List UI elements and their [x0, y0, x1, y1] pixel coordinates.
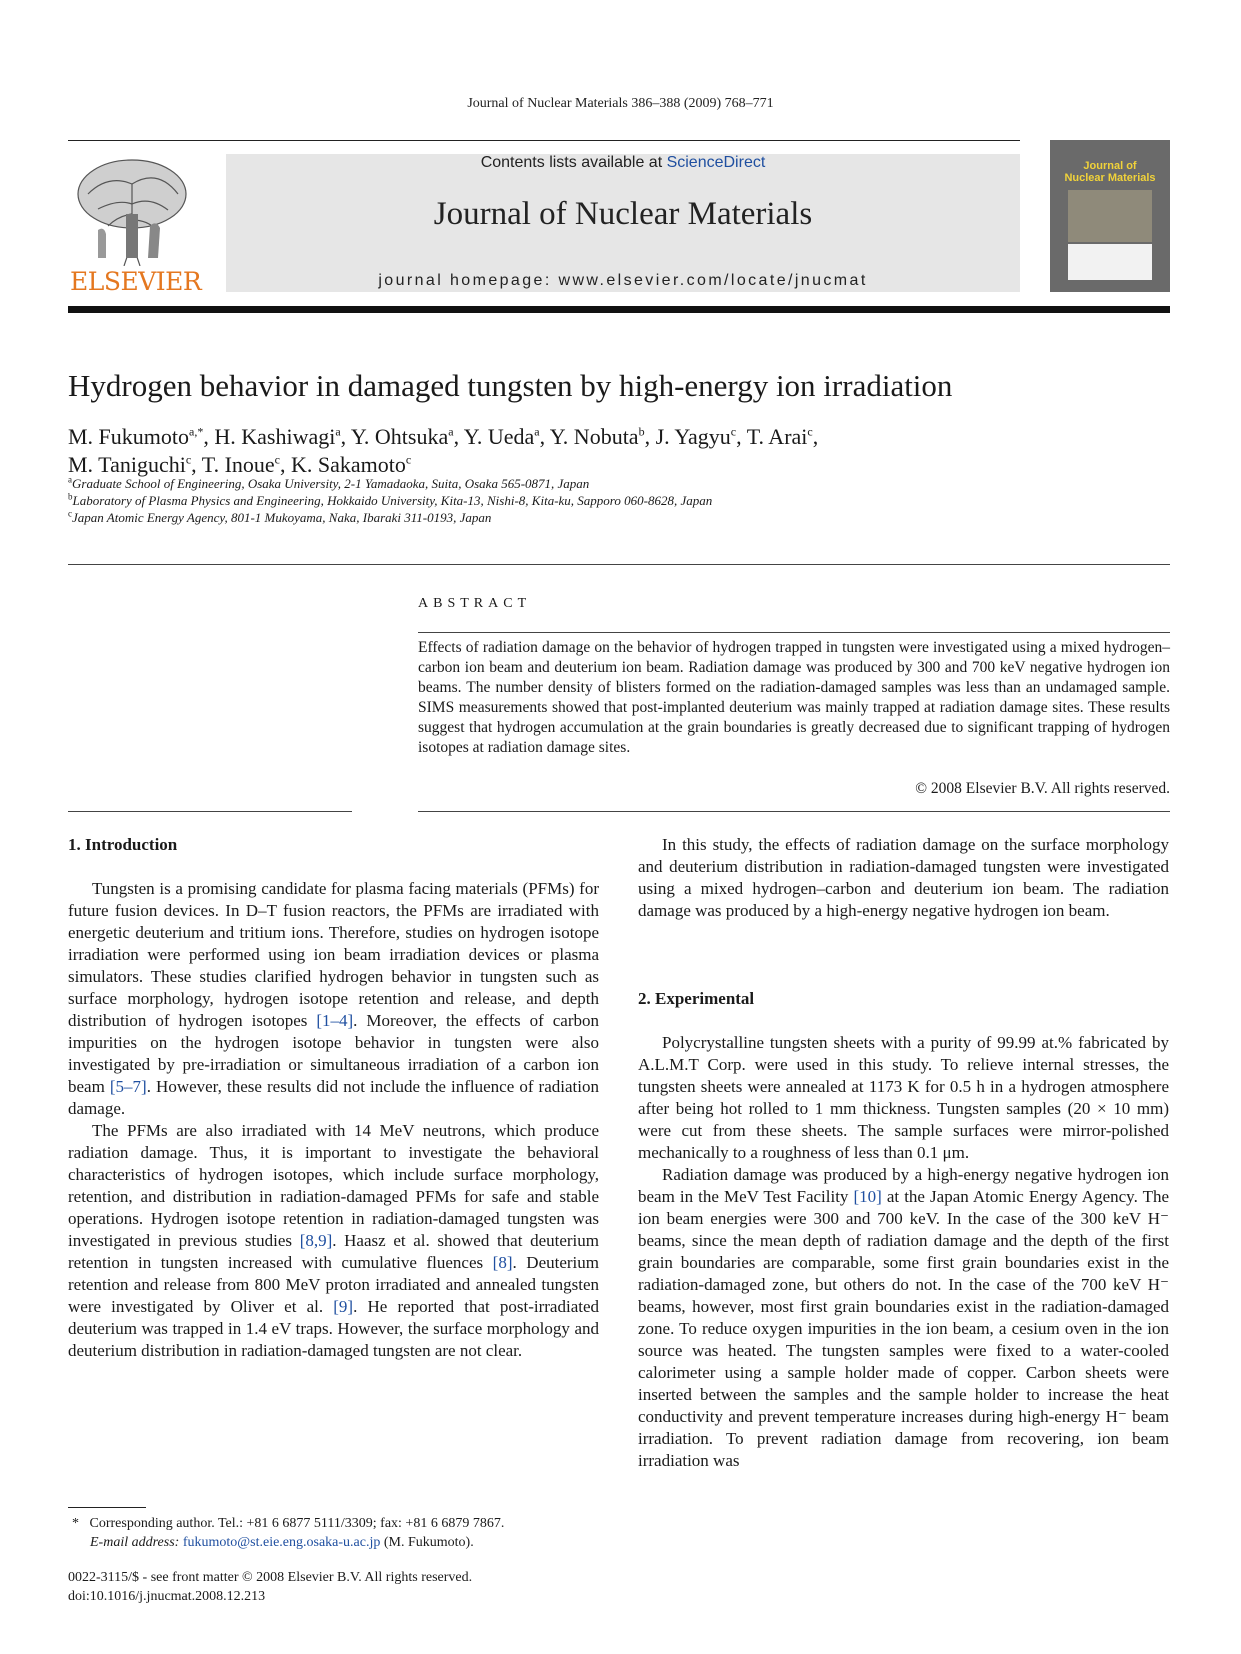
- reference-link[interactable]: [10]: [853, 1187, 882, 1206]
- reference-link[interactable]: [9]: [333, 1297, 354, 1316]
- cover-lower-panel: [1068, 244, 1152, 280]
- author-affiliation-mark: c: [730, 424, 737, 439]
- elsevier-wordmark: ELSEVIER: [70, 267, 202, 296]
- author-list: [68, 423, 1170, 479]
- abstract-heading: ABSTRACT: [418, 596, 532, 611]
- footnote-mark: *: [72, 1516, 79, 1531]
- journal-banner: [226, 154, 1020, 292]
- author-name[interactable]: T. Arai: [746, 424, 808, 449]
- article-title: Hydrogen behavior in damaged tungsten by high-energy ion irradiation: [68, 368, 953, 403]
- issn-line: 0022-3115/$ - see front matter © 2008 Elsevier B.V. All rights reserved.: [68, 1570, 473, 1585]
- author-name[interactable]: J. Yagyu: [655, 424, 731, 449]
- author-name[interactable]: Y. Ueda: [463, 424, 535, 449]
- author-separator: ,: [340, 424, 351, 449]
- author-affiliation-mark: a: [448, 424, 454, 439]
- author-separator: ,: [453, 424, 464, 449]
- cover-title: [1050, 160, 1170, 184]
- affiliation-text: Laboratory of Plasma Physics and Engineering, Hokkaido University, Kita-13, Nishi-8, Kita-ku, Sapporo 060-8628, Japan: [72, 493, 713, 508]
- reference-link[interactable]: [1–4]: [316, 1011, 354, 1030]
- journal-title: Journal of Nuclear Materials: [433, 196, 813, 232]
- authors-line-1: [68, 423, 1170, 451]
- author-separator: ,: [539, 424, 550, 449]
- author-separator: ,: [203, 424, 215, 449]
- author-separator: ,: [736, 424, 747, 449]
- journal-homepage[interactable]: journal homepage: www.elsevier.com/locate/jnucmat: [378, 272, 868, 289]
- author-name[interactable]: T. Inoue: [201, 452, 275, 477]
- affiliation-text: Japan Atomic Energy Agency, 801-1 Mukoyama, Naka, Ibaraki 311-0193, Japan: [72, 510, 492, 525]
- text-run: . He reported that post-irradiated deuterium was trapped in 1.4 eV traps. However, the surface morphology and deuterium distribution in radiation-damaged tungsten are not clear.: [68, 1297, 600, 1360]
- footnote-contact: Corresponding author. Tel.: +81 6 6877 5111/3309; fax: +81 6 6879 7867.: [89, 1516, 505, 1531]
- affiliation-rule: [68, 564, 1170, 565]
- experimental-paragraph-2: [638, 1164, 1169, 1472]
- text-run: . Haasz et al. showed that deuterium retention in tungsten increased with cumulative fluences: [68, 1231, 599, 1272]
- text-run: . Moreover, the effects of carbon impurities on the hydrogen isotope behavior in tungsten were also investigated by pre-irradiation or simultaneous irradiation of a carbon ion beam: [68, 1011, 600, 1096]
- abstract-top-rule: [418, 632, 1170, 633]
- section-heading-introduction: 1. Introduction: [68, 835, 178, 854]
- text-run: The PFMs are also irradiated with 14 MeV neutrons, which produce radiation damage. Thus, it is important to investigate the behavioral characteristics of hydrogen isotopes, which include surface morphology, retention, and distribution in radiation-damaged PFMs for safe and stable operations. Hydrogen isotope retention in radiation-damaged tungsten was investigated in previous studies: [68, 1121, 599, 1250]
- intro-paragraph-2: [68, 1120, 599, 1362]
- author-affiliation-mark: a: [534, 424, 540, 439]
- contents-available-line: [226, 154, 1020, 172]
- footnote-line-2: [72, 1533, 504, 1552]
- author-name[interactable]: K. Sakamoto: [291, 452, 406, 477]
- author-affiliation-mark: a,*: [189, 424, 204, 439]
- author-affiliation-mark: a: [335, 424, 341, 439]
- corresponding-author-footnote: [72, 1514, 504, 1552]
- author-name[interactable]: H. Kashiwagi: [214, 424, 336, 449]
- text-run: at the Japan Atomic Energy Agency. The ion beam energies were 300 and 700 keV. In the case of the 300 keV H⁻ beams, since the mean depth of radiation damage and the depth of the first grain boundaries are comparable, some first grain boundaries exist in the radiation-damaged zone, but others do not. In the case of the 700 keV H⁻ beams, however, most first grain boundaries exist in the radiation-damaged zone. To reduce oxygen impurities in the ion beam, a cesium oven in the ion source was heated. The tungsten samples were fixed to a water-cooled calorimeter using a sample holder made of copper. Carbon sheets were inserted between the samples and the sample holder to increase the heat conductivity and prevent temperature increases during high-energy H⁻ beam irradiation. To prevent radiation damage from recovering, ion beam irradiation was: [638, 1187, 1170, 1470]
- author-separator: ,: [644, 424, 656, 449]
- author-affiliation-mark: c: [274, 452, 280, 467]
- reference-link[interactable]: [8,9]: [299, 1231, 333, 1250]
- issn-block: [68, 1568, 472, 1606]
- email-link[interactable]: fukumoto@st.eie.eng.osaka-u.ac.jp: [182, 1535, 381, 1550]
- journal-citation: Journal of Nuclear Materials 386–388 (2009) 768–771: [467, 96, 774, 111]
- elsevier-logo[interactable]: [68, 154, 202, 296]
- sciencedirect-link[interactable]: ScienceDirect: [666, 154, 766, 171]
- author-name[interactable]: M. Fukumoto: [68, 424, 190, 449]
- author-name[interactable]: Y. Ohtsuka: [350, 424, 449, 449]
- author-affiliation-mark: b: [638, 424, 645, 439]
- author-separator: ,: [280, 452, 291, 477]
- affiliation-mark: b: [68, 491, 73, 502]
- affiliation-b: [68, 493, 712, 509]
- footnote-rule: [68, 1507, 146, 1508]
- elsevier-tree-icon: [68, 154, 196, 266]
- text-run: . Deuterium retention and release from 800 MeV proton irradiated and annealed tungsten were investigated by Oliver et al.: [68, 1253, 599, 1316]
- author-affiliation-mark: c: [405, 452, 412, 467]
- email-suffix: (M. Fukumoto).: [380, 1535, 474, 1550]
- author-name[interactable]: Y. Nobuta: [549, 424, 639, 449]
- affiliation-mark: c: [68, 508, 72, 519]
- email-label: E-mail address:: [90, 1535, 183, 1550]
- text-run: Radiation damage was produced by a high-energy negative hydrogen ion beam in the MeV Test Facility: [638, 1165, 1169, 1206]
- authors-line-2: [68, 451, 1170, 479]
- author-separator: ,: [191, 452, 202, 477]
- author-affiliation-mark: c: [185, 452, 192, 467]
- affiliation-mark: a: [68, 474, 72, 485]
- right-column: [638, 834, 1169, 1472]
- affiliation-a: [68, 476, 589, 492]
- journal-cover-thumbnail[interactable]: [1050, 140, 1170, 292]
- header-thick-rule: [68, 306, 1170, 313]
- section-heading-experimental: 2. Experimental: [638, 989, 755, 1008]
- reference-link[interactable]: [5–7]: [109, 1077, 147, 1096]
- contents-prefix: Contents lists available at: [480, 154, 667, 171]
- abstract-copyright: © 2008 Elsevier B.V. All rights reserved.: [915, 780, 1170, 797]
- author-name[interactable]: M. Taniguchi: [68, 452, 186, 477]
- reference-link[interactable]: [8]: [492, 1253, 513, 1272]
- intro-paragraph-1: [68, 878, 599, 1120]
- abstract-text: Effects of radiation damage on the behavior of hydrogen trapped in tungsten were investigated using a mixed hydrogen–carbon ion beam and deuterium ion beam. Radiation damage was produced by 300 and 700 keV negative hydrogen ion beams. The number density of blisters formed on the radiation-damaged samples was less than an undamaged sample. SIMS measurements showed that post-implanted deuterium was mainly trapped at radiation damage sites. These results suggest that hydrogen accumulation at the grain boundaries is greatly decreased due to significant trapping of hydrogen isotopes at radiation damage sites.: [418, 639, 1170, 756]
- text-run: Tungsten is a promising candidate for plasma facing materials (PFMs) for future fusion devices. In D–T fusion reactors, the PFMs are irradiated with energetic deuterium and tritium ions. Therefore, studies on hydrogen isotope irradiation were performed using ion beam irradiation devices or plasma simulators. These studies clarified hydrogen behavior in tungsten such as surface morphology, hydrogen isotope retention and release, and depth distribution of hydrogen isotopes: [68, 879, 599, 1030]
- intro-paragraph-3: In this study, the effects of radiation damage on the surface morphology and deuterium distribution in radiation-damaged tungsten were investigated using a mixed hydrogen–carbon and deuterium ion beam. The radiation damage was produced by a high-energy negative hydrogen ion beam.: [638, 835, 1169, 920]
- left-column: [68, 834, 599, 1362]
- author-separator: ,: [812, 424, 819, 449]
- cover-image: [1068, 190, 1152, 242]
- doi-line[interactable]: doi:10.1016/j.jnucmat.2008.12.213: [68, 1589, 266, 1604]
- experimental-paragraph-1: Polycrystalline tungsten sheets with a purity of 99.99 at.% fabricated by A.L.M.T Corp. were used in this study. To relieve internal stresses, the tungsten sheets were annealed at 1173 K for 0.5 h in a hydrogen atmosphere after being hot rolled to 1 mm thickness. Tungsten samples (20 × 10 mm) were cut from these sheets. The sample surfaces were mirror-polished mechanically to a roughness of less than 0.1 μm.: [638, 1033, 1169, 1162]
- author-affiliation-mark: c: [807, 424, 813, 439]
- left-column-rule: [68, 811, 352, 812]
- header-rule: [68, 140, 1020, 141]
- cover-title-line1: Journal of: [1083, 160, 1137, 172]
- affiliation-text: Graduate School of Engineering, Osaka University, 2-1 Yamadaoka, Suita, Osaka 565-0871, Japan: [72, 476, 590, 491]
- abstract-bottom-rule: [418, 811, 1170, 812]
- text-run: . However, these results did not include the influence of radiation damage.: [68, 1077, 599, 1118]
- affiliation-c: [68, 510, 491, 526]
- footnote-line-1: [72, 1514, 504, 1533]
- cover-title-line2: Nuclear Materials: [1064, 172, 1156, 184]
